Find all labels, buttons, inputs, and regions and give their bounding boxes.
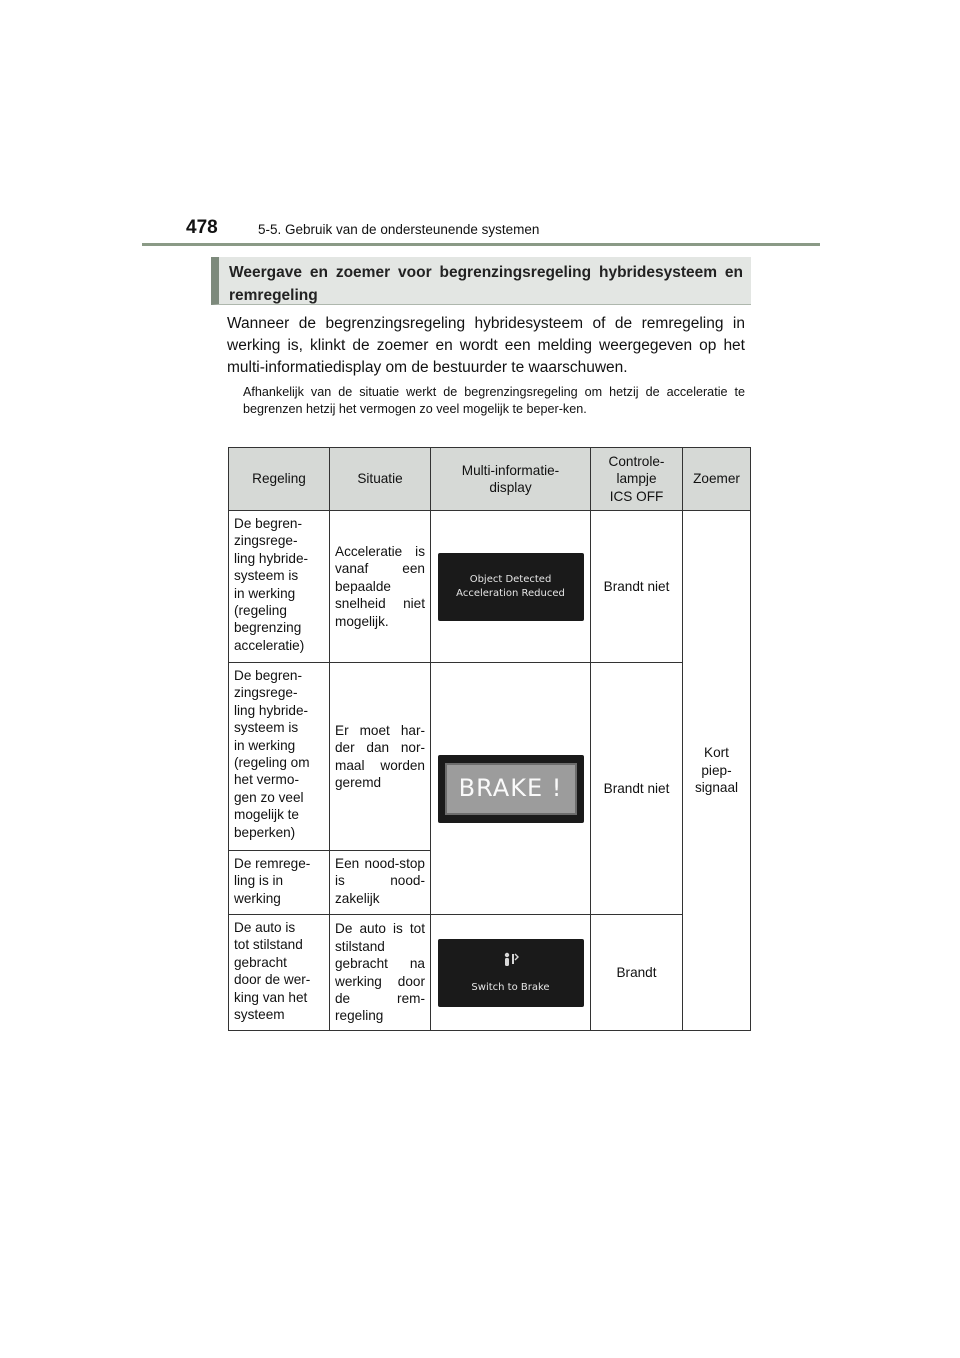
header-zoemer: Zoemer [683, 448, 751, 511]
table-header-row [229, 448, 751, 511]
brake-message: BRAKE ! [445, 763, 577, 815]
situatie-cell: Er moet har-der dan nor-maal worden geremd [335, 722, 425, 790]
brake-pedal-icon [501, 939, 521, 971]
display-switch-to-brake [438, 939, 584, 1007]
regeling-cell: De begren- zingsrege- ling hybride- systeem is in werking (regeling begrenzing acceleratie) [234, 516, 309, 653]
regeling-cell: De begren- zingsrege- ling hybride- systeem is in werking (regeling om het vermo- gen zo veel mogelijk te beperken) [234, 668, 310, 840]
display-line-1: Object Detected [469, 573, 552, 585]
note-paragraph: Afhankelijk van de situatie werkt de begrenzingsregeling om hetzij de acceleratie te begrenzen hetzij het vermogen zo veel mogelijk te beper-ken. [243, 385, 745, 416]
table-row [229, 511, 751, 663]
control-table [228, 447, 751, 1031]
lamp-cell: Brandt [616, 964, 657, 980]
regeling-cell: De auto is tot stilstand gebracht door de wer- king van het systeem [234, 920, 311, 1023]
header-regeling: Regeling [229, 448, 330, 511]
display-text: Switch to Brake [471, 981, 550, 993]
regeling-cell: De remrege- ling is in werking [234, 856, 311, 906]
situatie-cell: Acceleratie is vanaf een bepaalde snelheid niet mogelijk. [335, 543, 425, 629]
situatie-cell: De auto is tot stilstand gebracht na werking door de rem-regeling [335, 921, 425, 1024]
lamp-cell: Brandt niet [603, 578, 670, 594]
header-display: Multi-informatie- display [431, 448, 591, 511]
table-row [229, 915, 751, 1031]
table-row [229, 663, 751, 851]
heading-box [211, 257, 751, 305]
display-object-detected [438, 553, 584, 621]
lamp-cell: Brandt niet [603, 780, 670, 796]
intro-paragraph: Wanneer de begrenzingsregeling hybridesysteem of de remregeling in werking is, klinkt de zoemer en wordt een melding weergegeven op het multi-informatiedisplay om de bestuurder te waarschuwen. [227, 315, 745, 376]
section-title: 5-5. Gebruik van de ondersteunende systemen [258, 222, 540, 237]
situatie-cell: Een nood-stop is nood-zakelijk [335, 856, 425, 906]
display-brake [438, 755, 584, 823]
zoemer-cell: Kort piep- signaal [694, 745, 739, 796]
header-rule [142, 243, 820, 246]
page-number: 478 [186, 217, 218, 238]
display-line-2: Acceleration Reduced [456, 587, 565, 599]
header-lamp: Controle- lampje ICS OFF [591, 448, 683, 511]
header-situatie: Situatie [330, 448, 431, 511]
heading-title: Weergave en zoemer voor begrenzingsregeling hybridesysteem en remregeling [229, 264, 743, 304]
